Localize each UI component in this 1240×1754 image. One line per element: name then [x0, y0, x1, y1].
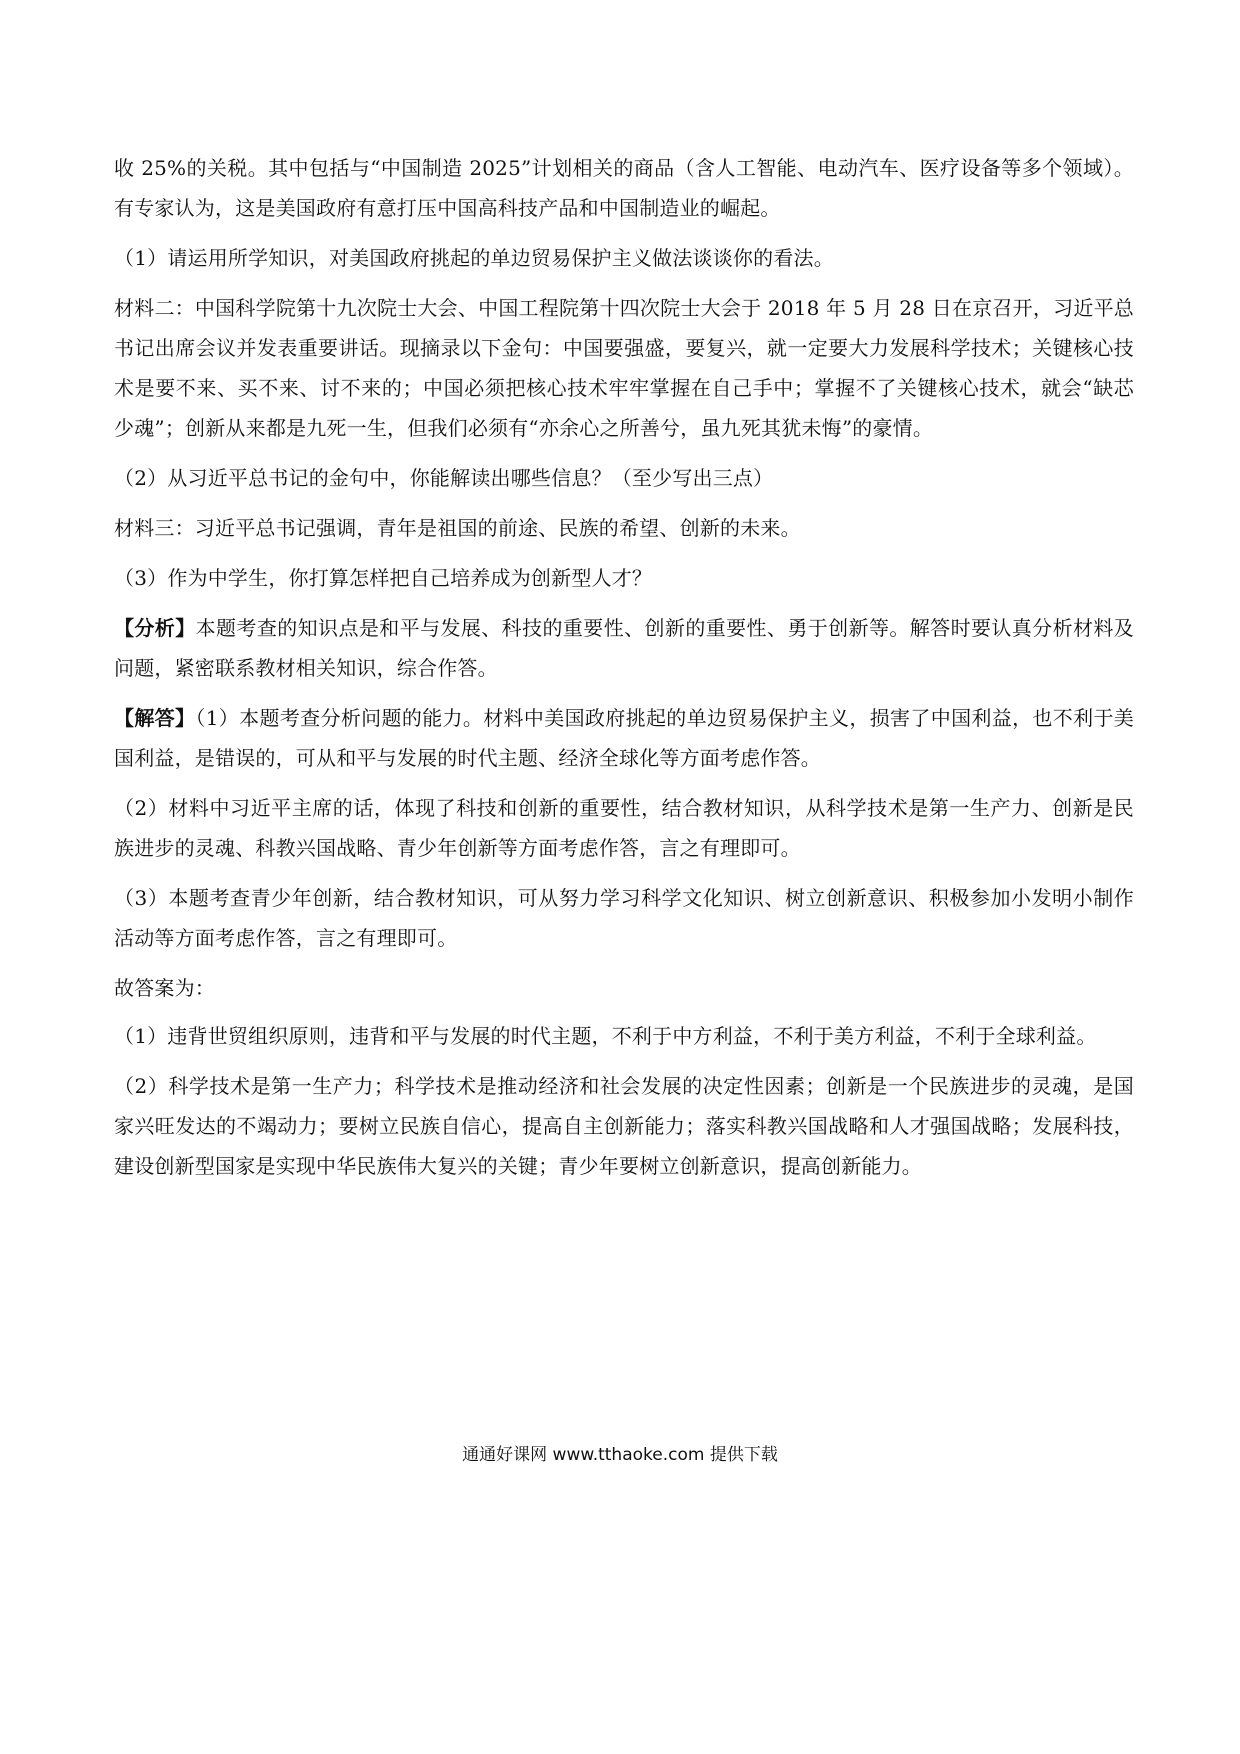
answer-paragraph [114, 698, 1134, 778]
answer-heading: 【解答】 [114, 706, 196, 730]
question-one: （1）请运用所学知识，对美国政府挑起的单边贸易保护主义做法谈谈你的看法。 [114, 246, 834, 270]
answer-two: （2）材料中习近平主席的话，体现了科技和创新的重要性，结合教材知识，从科学技术是第一生产力、创新是民族进步的灵魂、科教兴国战略、青少年创新等方面考虑作答，言之有理即可。 [114, 796, 1134, 860]
material-three: 材料三：习近平总书记强调，青年是祖国的前途、民族的希望、创新的未来。 [114, 516, 801, 540]
analysis-heading: 【分析】 [114, 616, 196, 640]
final-answer-label: 故答案为： [114, 976, 215, 1000]
material-one-continuation: 收 25%的关税。其中包括与“中国制造 2025”计划相关的商品（含人工智能、电动汽车、医疗设备等多个领域）。有专家认为，这是美国政府有意打压中国高科技产品和中国制造业的崛起。 [114, 156, 1134, 220]
answer-three: （3）本题考查青少年创新，结合教材知识，可从努力学习科学文化知识、树立创新意识、积极参加小发明小制作活动等方面考虑作答，言之有理即可。 [114, 886, 1134, 950]
final-answer-one: （1）违背世贸组织原则，违背和平与发展的时代主题，不利于中方利益，不利于美方利益，不利于全球利益。 [114, 1024, 1097, 1048]
answer-text-one: （1）本题考查分析问题的能力。材料中美国政府挑起的单边贸易保护主义，损害了中国利益，也不利于美国利益，是错误的，可从和平与发展的时代主题、经济全球化等方面考虑作答。 [114, 706, 1134, 770]
question-two: （2）从习近平总书记的金句中，你能解读出哪些信息？（至少写出三点） [114, 466, 774, 490]
download-footer: 通通好课网 www.tthaoke.com 提供下载 [462, 1445, 778, 1465]
analysis-paragraph [114, 608, 1134, 688]
question-three: （3）作为中学生，你打算怎样把自己培养成为创新型人才？ [114, 566, 653, 590]
analysis-text: 本题考查的知识点是和平与发展、科技的重要性、创新的重要性、勇于创新等。解答时要认真分析材料及问题，紧密联系教材相关知识，综合作答。 [114, 616, 1134, 680]
material-two: 材料二：中国科学院第十九次院士大会、中国工程院第十四次院士大会于 2018 年 5 月 28 日在京召开，习近平总书记出席会议并发表重要讲话。现摘录以下金句：中国要强盛，要复兴，就一定要大力发展科学技术；关键核心技术是要不来、买不来、讨不来的；中国必须把核心技术牢牢掌握在自己手中；掌握不了关键核心技术，就会“缺芯少魂”；创新从来都是九死一生，但我们必须有“亦余心之所善兮，虽九死其犹未悔”的豪情。 [114, 296, 1134, 440]
document-body [114, 148, 1134, 1196]
final-answer-two: （2）科学技术是第一生产力；科学技术是推动经济和社会发展的决定性因素；创新是一个民族进步的灵魂，是国家兴旺发达的不竭动力；要树立民族自信心，提高自主创新能力；落实科教兴国战略和人才强国战略；发展科技，建设创新型国家是实现中华民族伟大复兴的关键；青少年要树立创新意识，提高创新能力。 [114, 1074, 1134, 1178]
